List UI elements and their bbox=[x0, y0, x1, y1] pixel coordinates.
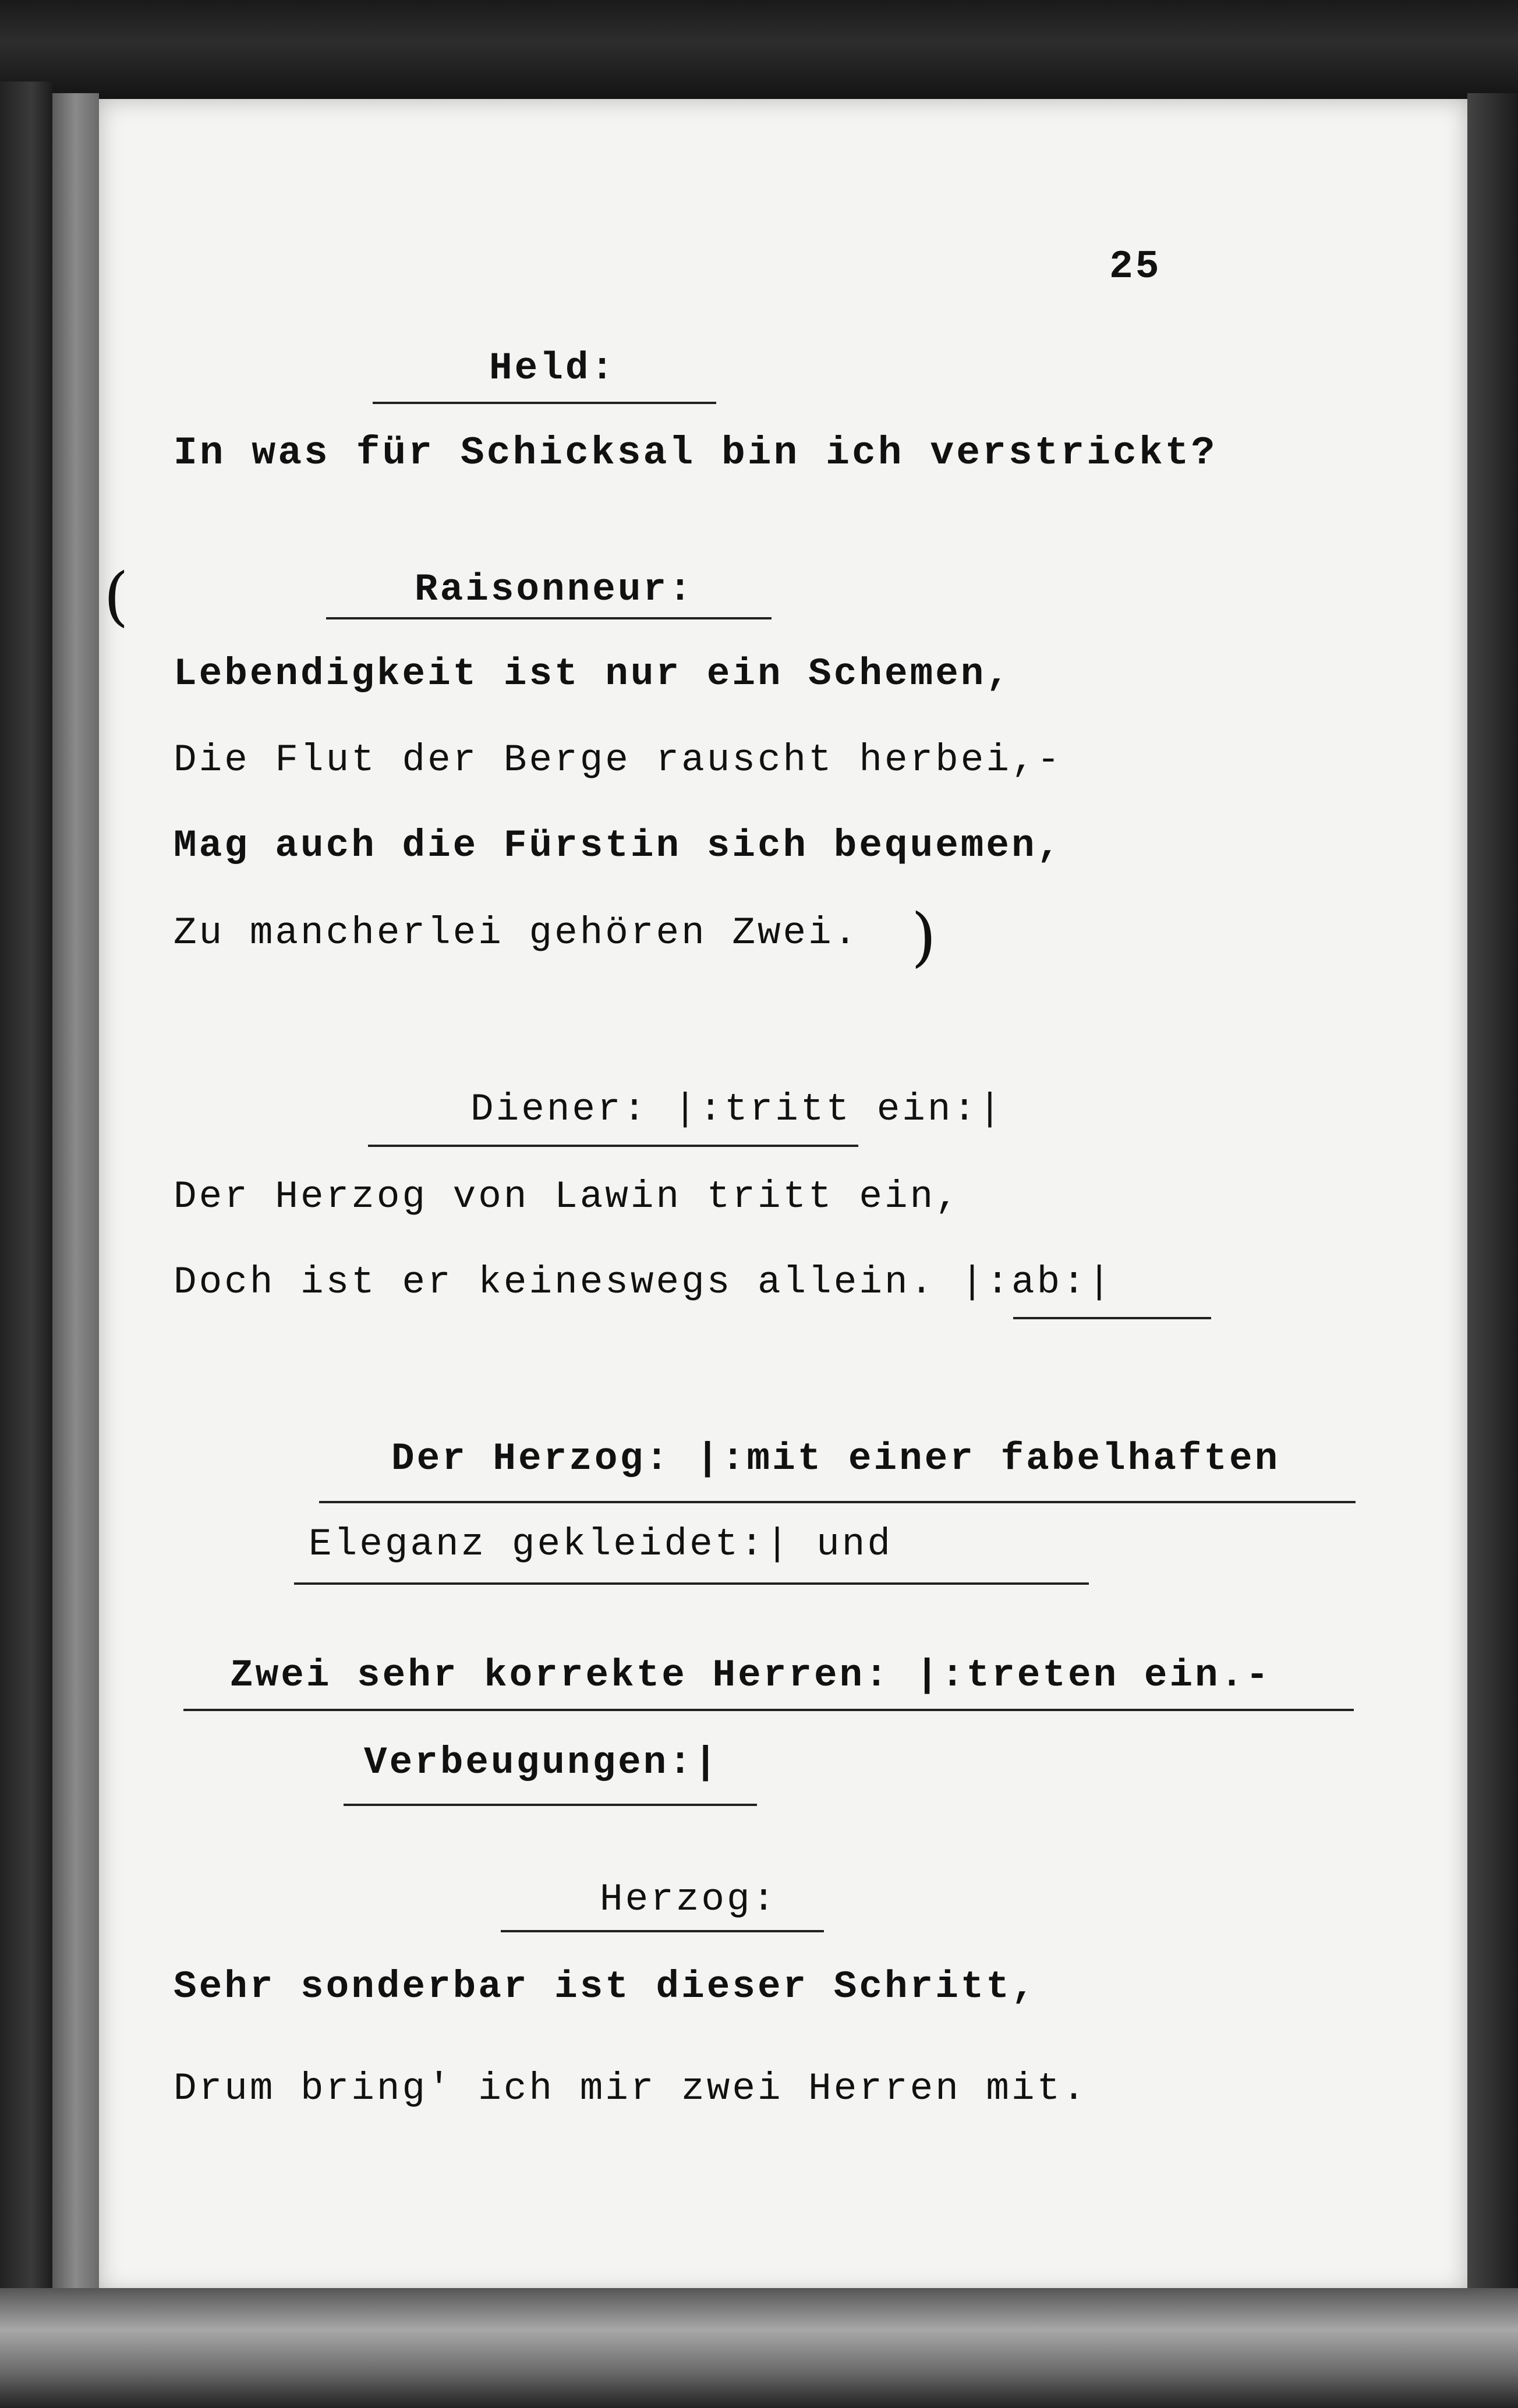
direction-gentlemen-line-2: Verbeugungen:| bbox=[364, 1741, 720, 1784]
speaker-duke: Herzog: bbox=[600, 1878, 778, 1921]
bleed-through-text bbox=[303, 338, 327, 379]
speaker-duke-underline bbox=[501, 1930, 824, 1932]
scan-bottom-edge bbox=[0, 2288, 1518, 2408]
direction-gentlemen-line-1: Zwei sehr korrekte Herren: |:treten ein.- bbox=[230, 1653, 1271, 1697]
margin-bracket-open: ( bbox=[104, 559, 129, 633]
scan-top-edge bbox=[0, 0, 1518, 105]
direction-duke-line-1: Der Herzog: |:mit einer fabelhaften bbox=[391, 1437, 1280, 1481]
verse-line: Der Herzog von Lawin tritt ein, bbox=[174, 1175, 961, 1219]
scan-right-edge bbox=[1467, 93, 1518, 2294]
direction-gentlemen-underline-1 bbox=[183, 1709, 1354, 1711]
adjacent-page-edge bbox=[0, 82, 52, 2311]
speaker-raisonneur-underline bbox=[326, 617, 772, 619]
line-hero: In was für Schicksal bin ich verstrickt? bbox=[174, 431, 1218, 476]
direction-servant: Diener: |:tritt ein:| bbox=[470, 1088, 1004, 1131]
verse-line: Sehr sonderbar ist dieser Schritt, bbox=[174, 1965, 1037, 2009]
direction-duke-line-2: Eleganz gekleidet:| und bbox=[309, 1522, 893, 1566]
verse-line: Lebendigkeit ist nur ein Schemen, bbox=[174, 652, 1012, 696]
direction-duke-underline-2 bbox=[294, 1582, 1089, 1585]
verse-line: Mag auch die Fürstin sich bequemen, bbox=[174, 824, 1063, 867]
margin-bracket-close: ) bbox=[911, 900, 936, 974]
exit-direction-underline bbox=[1013, 1317, 1211, 1319]
verse-line: Doch ist er keineswegs allein. |:ab:| bbox=[174, 1260, 1113, 1304]
verse-line: Drum bring' ich mir zwei Herren mit. bbox=[174, 2067, 1088, 2110]
page-number: 25 bbox=[1109, 245, 1162, 289]
verse-line: Die Flut der Berge rauscht herbei,- bbox=[174, 738, 1063, 782]
direction-gentlemen-underline-2 bbox=[344, 1804, 757, 1806]
direction-duke-underline-1 bbox=[319, 1501, 1356, 1503]
speaker-raisonneur: Raisonneur: bbox=[415, 568, 694, 611]
verse-line: Zu mancherlei gehören Zwei. bbox=[174, 911, 859, 955]
speaker-hero: Held: bbox=[489, 346, 617, 390]
direction-servant-underline bbox=[368, 1145, 858, 1147]
speaker-hero-underline bbox=[373, 402, 716, 404]
binding-spine bbox=[52, 93, 99, 2306]
